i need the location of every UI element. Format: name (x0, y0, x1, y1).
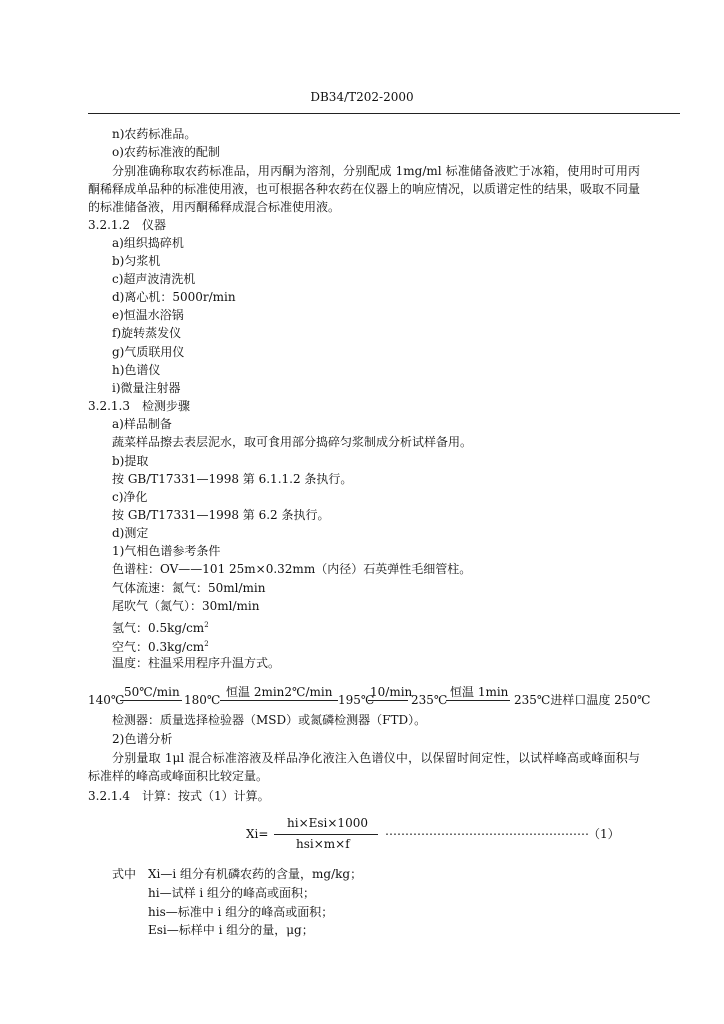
temp-4: 235℃ (411, 693, 448, 707)
rate-3: 10/min (370, 685, 413, 699)
definition-line: his—标准中 i 组分的峰高或面积； (148, 905, 334, 919)
arrow-2 (220, 700, 338, 701)
instrument-item: f)旋转蒸发仪 (112, 326, 182, 340)
step-line: 蔬菜样品擦去表层泥水，取可食用部分捣碎匀浆制成分析试样备用。 (112, 435, 473, 449)
step-line: 色谱柱：OV——101 25m×0.32mm（内径）石英弹性毛细管柱。 (112, 562, 472, 576)
rate-2: 恒温 2min2℃/min (226, 685, 333, 699)
temp-2: 180℃ (184, 693, 221, 707)
temp-start: 140℃ (88, 693, 125, 707)
temp-final: 235℃进样口温度 250℃ (514, 693, 651, 707)
arrow-4 (446, 700, 510, 701)
formula-numerator: hi×Esi×1000 (287, 816, 368, 830)
air-line: 空气：$0.3kg/cm^2$ (112, 640, 209, 654)
temp-3: 195℃ (338, 693, 375, 707)
page-header-title: DB34/T202-2000 (310, 90, 414, 104)
instrument-item: g)气质联用仪 (112, 345, 185, 359)
formula-leader-dots: …………………………………………… (385, 824, 589, 838)
definition-line: Esi—标样中 i 组分的量，μg； (148, 923, 314, 937)
analysis-heading: 2)色谱分析 (112, 732, 173, 746)
step-line: c)净化 (112, 490, 148, 504)
header-rule (88, 113, 680, 114)
rate-1: 50℃/min (124, 685, 180, 699)
item-o: o)农药标准液的配制 (112, 145, 220, 159)
step-line: 1)气相色谱参考条件 (112, 544, 221, 558)
formula-denominator: hsi×m×f (296, 837, 350, 851)
section-3-2-1-4: 3.2.1.4 计算：按式（1）计算。 (88, 789, 270, 803)
definition-line: hi—试样 i 组分的峰高或面积； (148, 886, 316, 900)
definition-line: Xi—i 组分有机磷农药的含量，mg/kg； (148, 867, 363, 881)
instrument-item: c)超声波清洗机 (112, 272, 196, 286)
item-n: n)农药标准品。 (112, 127, 197, 141)
step-line: a)样品制备 (112, 417, 172, 431)
section-3-2-1-3: 3.2.1.3 检测步骤 (88, 399, 190, 413)
formula-fraction-bar (274, 834, 378, 835)
step-line: 按 GB/T17331—1998 第 6.2 条执行。 (112, 508, 330, 522)
rate-4: 恒温 1min (450, 685, 509, 699)
step-line: 按 GB/T17331—1998 第 6.1.1.2 条执行。 (112, 472, 353, 486)
instrument-item: h)色谱仪 (112, 363, 161, 377)
standard-solution-paragraph: 分别准确称取农药标准品，用丙酮为溶剂，分别配成 1mg/ml 标准储备液贮于冰箱，使用时可用丙酮稀释成单品种的标准使用液，也可根据各种农药在仪器上的响应情况，以质谱定性的结果，吸取不同量的标准储备液，用丙酮稀释成混合标准使用液。 (88, 164, 641, 214)
arrow-1 (120, 700, 182, 701)
instrument-item: b)匀浆机 (112, 254, 161, 268)
temperature-line: 温度：柱温采用程序升温方式。 (112, 656, 281, 670)
formula-number: （1） (588, 827, 620, 841)
step-line: 尾吹气（氮气）：30ml/min (112, 599, 260, 613)
analysis-paragraph: 分别量取 1μl 混合标准溶液及样品净化液注入色谱仪中，以保留时间定性，以试样峰高或峰面积与标准样的峰高或峰面积比较定量。 (88, 751, 640, 783)
section-3-2-1-2: 3.2.1.2 仪器 (88, 218, 166, 232)
step-line: 气体流速：氮气：50ml/min (112, 581, 266, 595)
instrument-item: e)恒温水浴锅 (112, 308, 184, 322)
hydrogen-line: 氢气：$0.5kg/cm^2$ (112, 621, 209, 635)
step-line: b)提取 (112, 454, 149, 468)
instrument-item: a)组织捣碎机 (112, 236, 184, 250)
where-label: 式中 (112, 867, 137, 881)
detector-line: 检测器：质量选择检验器（MSD）或氮磷检测器（FTD）。 (112, 713, 427, 727)
arrow-3 (368, 700, 408, 701)
step-line: d)测定 (112, 526, 149, 540)
instrument-item: i)微量注射器 (112, 381, 181, 395)
formula-lhs: Xi= (246, 827, 269, 841)
instrument-item: d)离心机：5000r/min (112, 290, 236, 304)
